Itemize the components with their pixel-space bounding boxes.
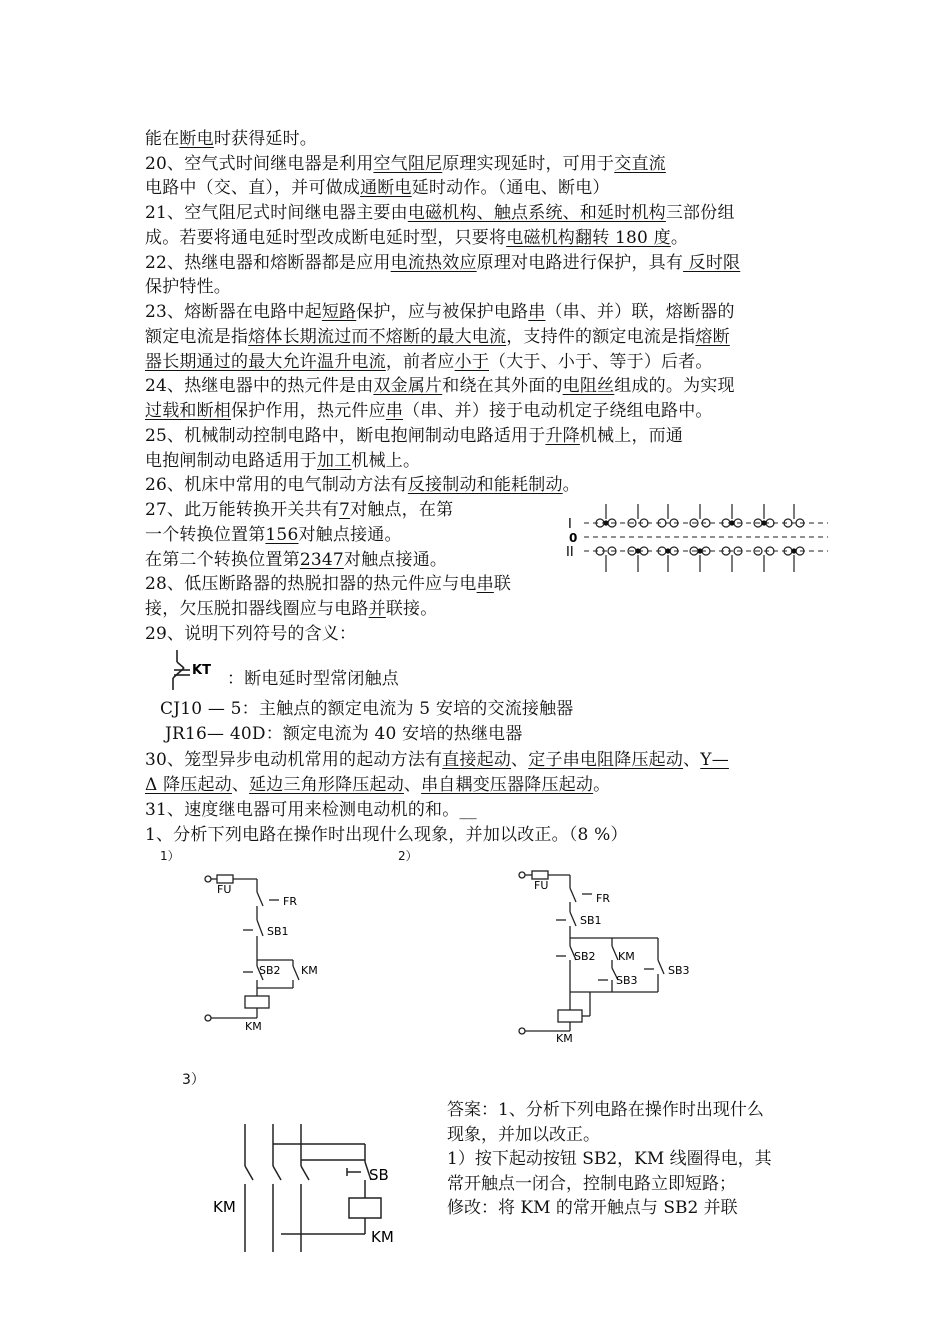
figure-3-label: 3）	[182, 1072, 205, 1088]
text-line: 31、速度继电器可用来检测电动机的和。__	[145, 800, 477, 820]
text-line: 器长期通过的最大允许温升电流，前者应小于（大于、小于、等于）后者。	[145, 352, 713, 372]
switch-contact-diagram	[560, 498, 830, 578]
circuit-2-diagram	[512, 864, 712, 1049]
sb3-label: SB3	[668, 964, 690, 977]
sb2-label: SB2	[259, 964, 281, 977]
text-line: ：断电延时型常闭触点	[227, 669, 399, 689]
answer-line: 答案：1、分析下列电路在操作时出现什么	[447, 1100, 764, 1120]
fu-label: FU	[534, 879, 549, 892]
kt-label: KT	[192, 663, 211, 678]
text-line: 成。若要将通电延时型改成断电延时型，只要将电磁机构翻转 180 度。	[145, 228, 689, 248]
text-line: 22、热继电器和熔断器都是应用电流热效应原理对电路进行保护，具有 反时限	[145, 253, 741, 273]
text-line: 28、低压断路器的热脱扣器的热元件应与电串联	[145, 574, 512, 594]
km-contact-label: KM	[301, 964, 318, 977]
text-line: 29、说明下列符号的含义：	[145, 624, 357, 644]
text-line: 电路中（交、直），并可做成通断电延时动作。（通电、断电）	[145, 178, 610, 198]
sb1-label: SB1	[267, 925, 289, 938]
km-coil-label: KM	[371, 1228, 394, 1246]
text-line: 在第二个转换位置第2347对触点接通。	[145, 550, 448, 570]
fu-label: FU	[217, 883, 232, 896]
text-line: 保护特性。	[145, 277, 231, 297]
circuit-1-diagram	[195, 868, 345, 1038]
text-line: 30、笼型异步电动机常用的起动方法有直接起动、定子串电阻降压起动、Y—	[145, 750, 729, 770]
row-label-0: 0	[569, 531, 578, 545]
row-label-1: I	[568, 517, 572, 532]
text-line: 20、空气式时间继电器是利用空气阻尼原理实现延时，可用于交直流	[145, 154, 666, 174]
sb-label: SB	[369, 1166, 389, 1184]
text-line: 25、机械制动控制电路中，断电抱闸制动电路适用于升降机械上，而通	[145, 426, 684, 446]
text-line: 21、空气阻尼式时间继电器主要由电磁机构、触点系统、和延时机构三部份组	[145, 203, 735, 223]
fr-label: FR	[283, 895, 297, 908]
figure-2-label: 2）	[398, 849, 418, 863]
text-line: 能在断电时获得延时。	[145, 129, 318, 149]
text-line: 23、熔断器在电路中起短路保护，应与被保护电路串（串、并）联，熔断器的	[145, 302, 735, 322]
text-line: 26、机床中常用的电气制动方法有反接制动和能耗制动。	[145, 475, 580, 495]
text-line: 一个转换位置第156对触点接通。	[145, 525, 402, 545]
sb3-label-2: SB3	[616, 974, 638, 987]
fr-label: FR	[596, 892, 610, 905]
text-line: 27、此万能转换开关共有7对触点，在第	[145, 500, 454, 520]
circuit-3-diagram	[205, 1118, 420, 1258]
km-coil-label: KM	[556, 1032, 573, 1045]
text-line: Δ 降压起动、延边三角形降压起动、串自耦变压器降压起动。	[145, 775, 611, 795]
text-line: 电抱闸制动电路适用于加工机械上。	[145, 451, 421, 471]
km-coil-label: KM	[245, 1020, 262, 1033]
row-label-2: II	[566, 545, 574, 560]
text-line: 24、热继电器中的热元件是由双金属片和绕在其外面的电阻丝组成的。为实现	[145, 376, 735, 396]
figure-1-label: 1）	[160, 849, 180, 863]
text-line: JR16— 40D：额定电流为 40 安培的热继电器	[165, 724, 523, 744]
text-line: 1、分析下列电路在操作时出现什么现象，并加以改正。（8 %）	[145, 825, 628, 845]
answer-line: 1）按下起动按钮 SB2，KM 线圈得电，其	[447, 1149, 772, 1169]
text-line: 接，欠压脱扣器线圈应与电路并联接。	[145, 599, 438, 619]
sb2-label: SB2	[574, 950, 596, 963]
text-line: CJ10 — 5：主触点的额定电流为 5 安培的交流接触器	[160, 699, 574, 719]
answer-line: 现象，并加以改正。	[447, 1125, 600, 1145]
sb1-label: SB1	[580, 914, 602, 927]
text-line: 过载和断相保护作用，热元件应串（串、并）接于电动机定子绕组电路中。	[145, 401, 713, 421]
answer-line: 常开触点一闭合，控制电路立即短路；	[447, 1174, 736, 1194]
kt-delay-contact-symbol	[168, 648, 228, 692]
km-contact-label: KM	[618, 950, 635, 963]
answer-line: 修改：将 KM 的常开触点与 SB2 并联	[447, 1198, 738, 1218]
text-line: 额定电流是指熔体长期流过而不熔断的最大电流，支持件的额定电流是指熔断	[145, 327, 730, 347]
km-contact-label: KM	[213, 1198, 236, 1216]
